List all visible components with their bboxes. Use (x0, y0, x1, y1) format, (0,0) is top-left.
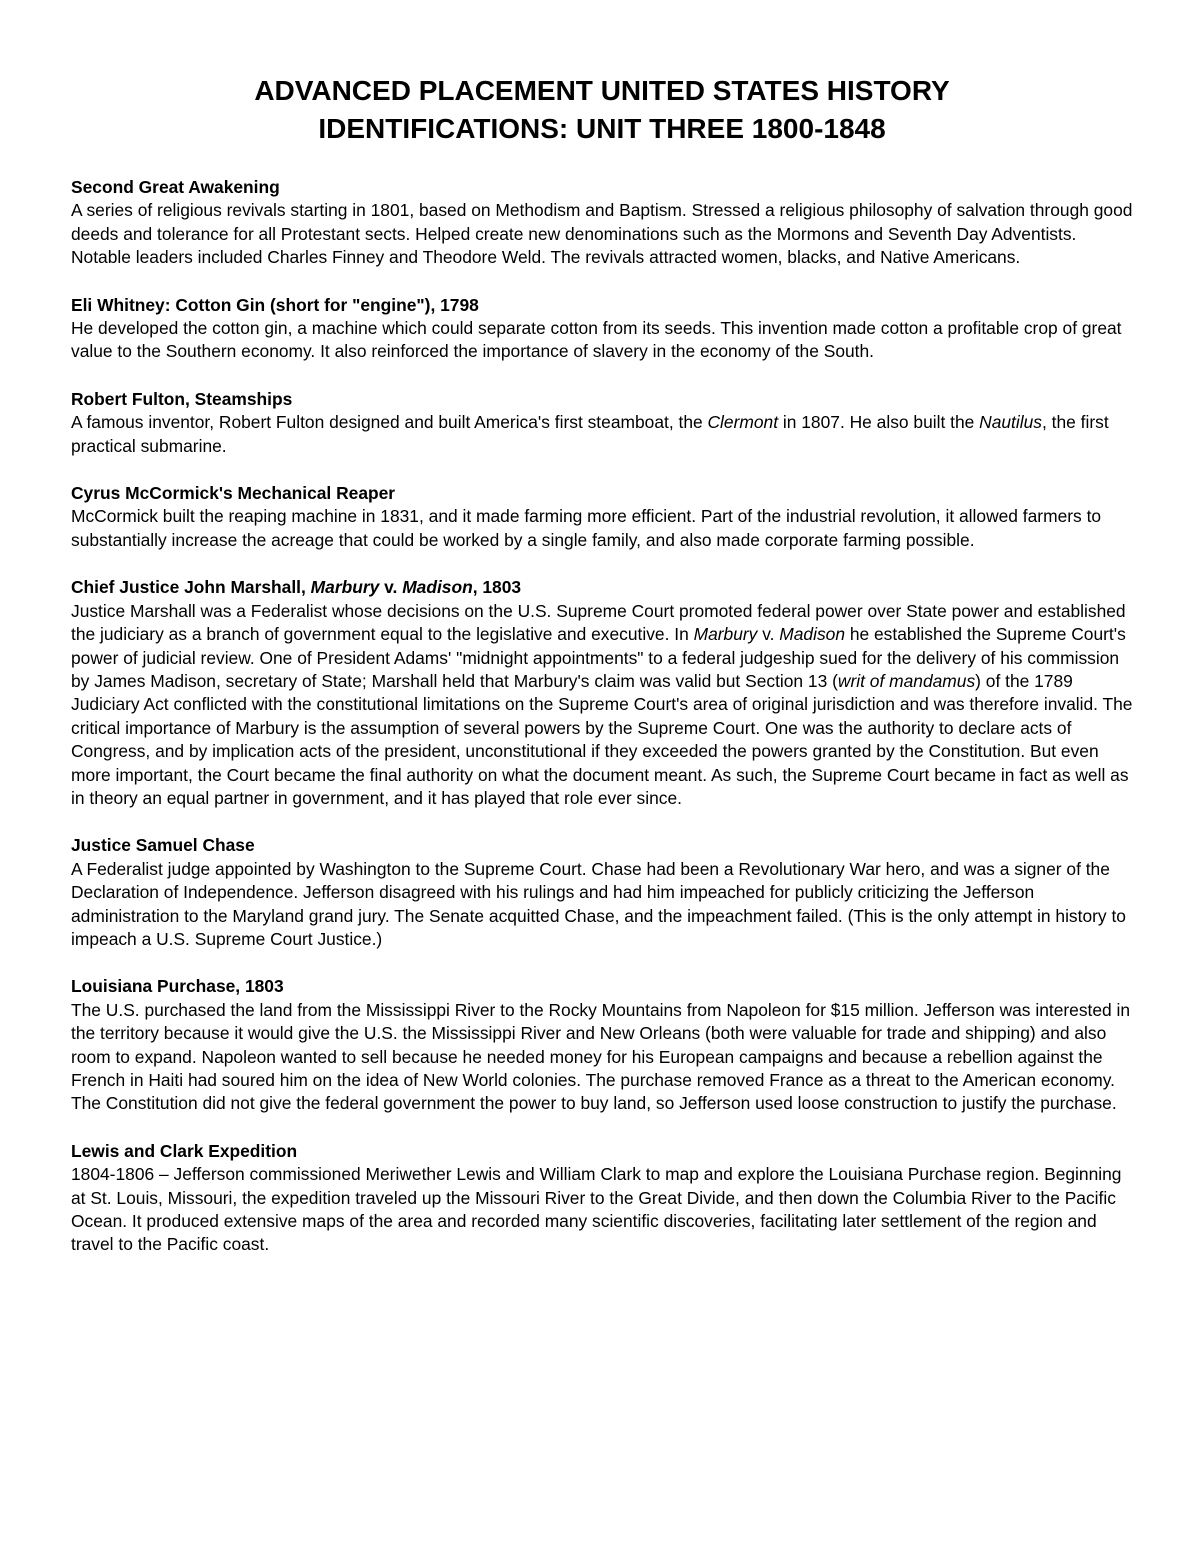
entry-definition (71, 411, 1133, 458)
heading-text-segment: Eli Whitney: Cotton Gin (short for "engine"), 1798 (71, 294, 479, 315)
entry-definition (71, 600, 1133, 811)
definition-text-segment: , the first practical submarine. (71, 412, 1109, 456)
entry-heading (71, 1140, 1133, 1163)
entry-heading (71, 834, 1133, 857)
identification-entry (71, 176, 1133, 270)
document-header (71, 72, 1133, 148)
entry-heading (71, 576, 1133, 599)
heading-text-segment: Justice Samuel Chase (71, 835, 255, 856)
definition-text-segment: in 1807. He also built the (778, 412, 980, 433)
definition-text-segment: He developed the cotton gin, a machine which could separate cotton from its seeds. This invention made cotton a profitable crop of great value to the Southern economy. It also reinforced the importance of slavery in the economy of the South. (71, 318, 1122, 362)
definition-text-segment: ) of the 1789 Judiciary Act conflicted with the constitutional limitations on the Supreme Court's area of original jurisdiction and was therefore invalid. The critical importance of Marbury is the assumption of several powers by the Supreme Court. One was the authority to declare acts of Congress, and by implication acts of the president, unconstitutional if they exceeded the powers granted by the Constitution. But even more important, the Court became the final authority on what the document meant. As such, the Supreme Court became in fact as well as in theory an equal partner in government, and it has played that role ever since. (71, 670, 1133, 808)
definition-text-segment: Clermont (707, 412, 779, 433)
heading-text-segment: Cyrus McCormick's Mechanical Reaper (71, 483, 396, 504)
definition-text-segment: Madison (779, 624, 845, 645)
document-title-line-1: ADVANCED PLACEMENT UNITED STATES HISTORY (254, 75, 950, 106)
definition-text-segment: he established the Supreme Court's power of judicial review. One of President Adams' "midnight appointments" to a federal judgeship sued for the delivery of his commission by James Madison, secretary of State; Marshall held that Marbury's claim was valid but Section 13 ( (71, 624, 1126, 691)
heading-text-segment: Louisiana Purchase, 1803 (71, 976, 284, 997)
identification-entry (71, 576, 1133, 810)
definition-text-segment: 1804-1806 – Jefferson commissioned Meriwether Lewis and William Clark to map and explore the Louisiana Purchase region. Beginning at St. Louis, Missouri, the expedition traveled up the Missouri River to the Great Divide, and then down the Columbia River to the Pacific Ocean. It produced extensive maps of the area and recorded many scientific discoveries, facilitating later settlement of the region and travel to the Pacific coast. (71, 1164, 1122, 1255)
heading-text-segment: Chief Justice John Marshall, (71, 577, 311, 598)
definition-text-segment: McCormick built the reaping machine in 1831, and it made farming more efficient. Part of the industrial revolution, it allowed farmers to substantially increase the acreage that could be worked by a single family, and also made corporate farming possible. (71, 506, 1102, 550)
heading-text-segment: Lewis and Clark Expedition (71, 1140, 298, 1161)
entry-heading (71, 176, 1133, 199)
identification-entry (71, 975, 1133, 1115)
document-title-line-2: IDENTIFICATIONS: UNIT THREE 1800-1848 (318, 113, 886, 144)
entry-heading (71, 482, 1133, 505)
heading-text-segment: Madison (402, 577, 473, 598)
identification-entry (71, 834, 1133, 951)
entry-definition (71, 999, 1133, 1116)
heading-text-segment: Second Great Awakening (71, 177, 280, 197)
document-page (71, 72, 1133, 1281)
heading-text-segment: Marbury (310, 577, 380, 598)
definition-text-segment: Nautilus (979, 412, 1042, 433)
heading-text-segment: v. (379, 577, 403, 598)
definition-text-segment: A famous inventor, Robert Fulton designed and built America's first steamboat, the (71, 412, 708, 433)
entry-heading (71, 388, 1133, 411)
entry-heading (71, 975, 1133, 998)
heading-text-segment: Robert Fulton, Steamships (71, 388, 293, 409)
identification-entry (71, 294, 1133, 364)
definition-text-segment: The U.S. purchased the land from the Mississippi River to the Rocky Mountains from Napoleon for $15 million. Jefferson was interested in the territory because it would give the U.S. the Mississippi River and New Orleans (both were valuable for trade and shipping) and also room to expand. Napoleon wanted to sell because he needed money for his European campaigns and because a rebellion against the French in Haiti had soured him on the idea of New World colonies. The purchase removed France as a threat to the American economy. The Constitution did not give the federal government the power to buy land, so Jefferson used loose construction to justify the purchase. (71, 999, 1131, 1114)
entry-definition (71, 317, 1133, 364)
definition-text-segment: A Federalist judge appointed by Washington to the Supreme Court. Chase had been a Revolutionary War hero, and was a signer of the Declaration of Independence. Jefferson disagreed with his rulings and had him impeached for publicly criticizing the Jefferson administration to the Maryland grand jury. The Senate acquitted Chase, and the impeachment failed. (This is the only attempt in history to impeach a U.S. Supreme Court Justice.) (71, 858, 1126, 949)
entry-definition (71, 1163, 1133, 1257)
identification-entry (71, 482, 1133, 552)
entry-heading (71, 294, 1133, 317)
definition-text-segment: A series of religious revivals starting in 1801, based on Methodism and Baptism. Stressed a religious philosophy of salvation through good deeds and tolerance for all Protestant sects. Helped create new denominations such as the Mormons and Seventh Day Adventists. Notable leaders included Charles Finney and Theodore Weld. The revivals attracted women, blacks, and Native Americans. (71, 200, 1133, 268)
entry-definition (71, 199, 1133, 269)
identification-entry (71, 388, 1133, 458)
definition-text-segment: Justice Marshall was a Federalist whose decisions on the U.S. Supreme Court promoted federal power over State power and established the judiciary as a branch of government equal to the legislative and executive. In (71, 600, 1126, 645)
definition-text-segment: writ of mandamus (837, 670, 976, 691)
identification-entry (71, 1140, 1133, 1257)
definition-text-segment: v. (757, 624, 780, 645)
entry-definition (71, 858, 1133, 952)
entry-definition (71, 505, 1133, 552)
definition-text-segment: Marbury (693, 624, 758, 645)
heading-text-segment: , 1803 (472, 577, 522, 598)
identification-list (71, 176, 1133, 1257)
